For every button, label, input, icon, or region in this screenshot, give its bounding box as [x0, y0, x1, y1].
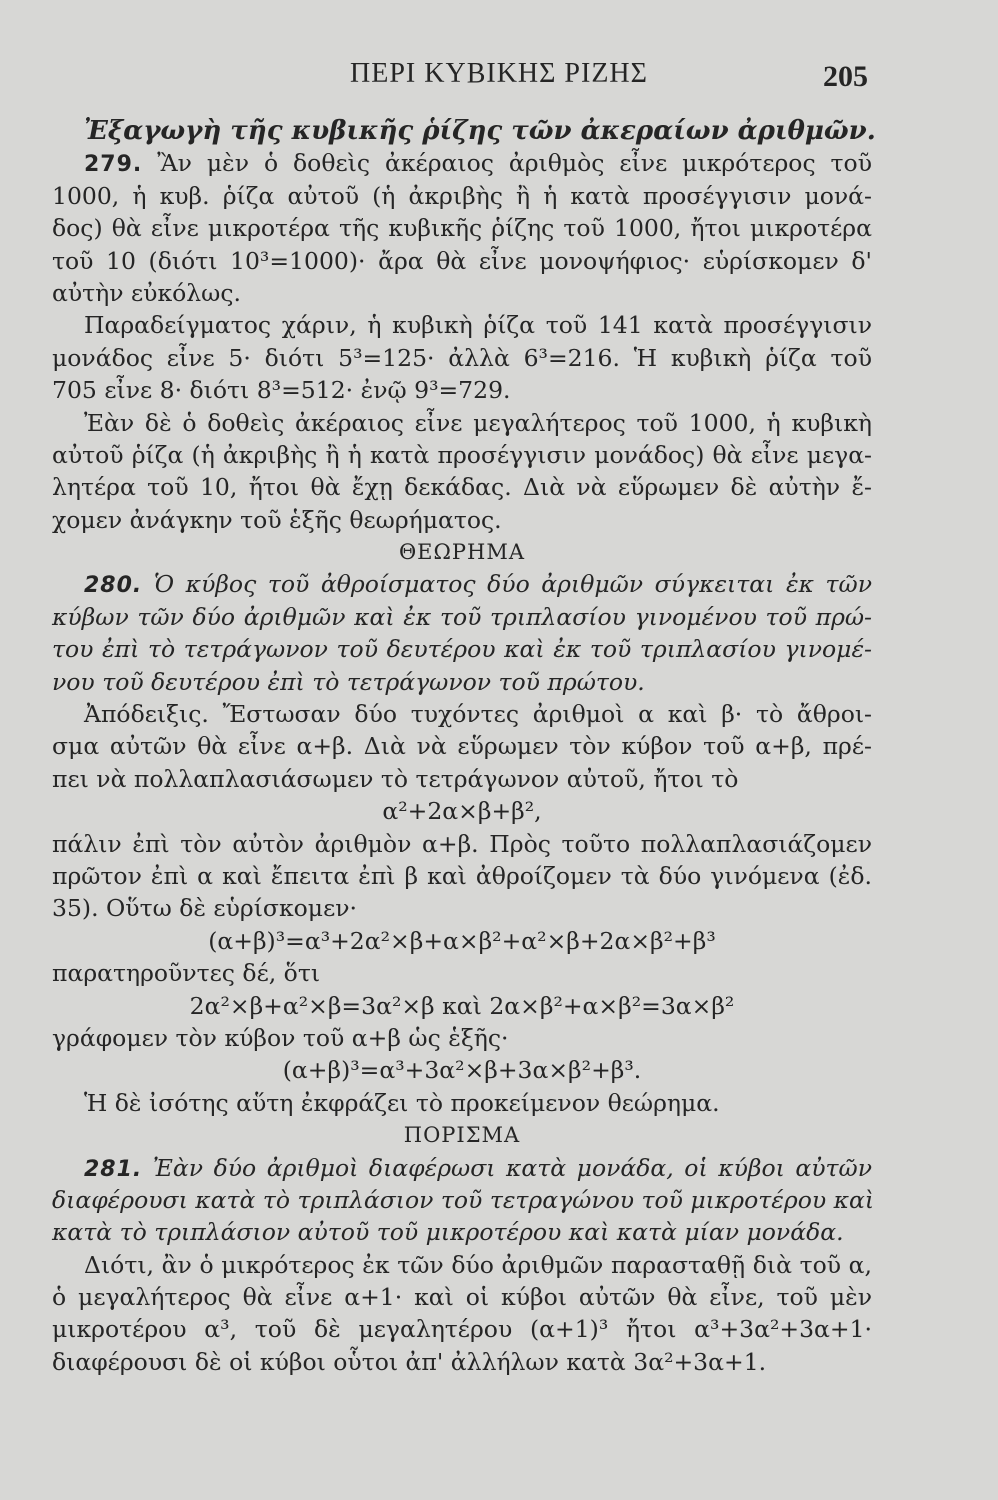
line-text: διαφέρουσι δὲ οἱ κύβοι οὗτοι ἀπ' ἀλλήλων κατὰ 3α²+3α+1.: [52, 1347, 767, 1376]
line-text: γράφομεν τὸν κύβον τοῦ α+β ὡς ἑξῆς·: [52, 1023, 509, 1052]
line-text: (α+β)³=α³+2α²×β+α×β²+α²×β+2α×β²+β³: [208, 926, 716, 955]
line-text: αὐτὴν εὐκόλως.: [52, 278, 241, 307]
text-line: [52, 407, 872, 439]
text-line: [52, 957, 872, 989]
text-line: [52, 180, 872, 212]
line-text: Ἡ δὲ ἰσότης αὕτη ἐκφράζει τὸ προκείμενον θεώρημα.: [84, 1088, 720, 1117]
text-line: [52, 1313, 872, 1345]
line-text: Ἀπόδειξις. Ἔστωσαν δύο τυχόντες ἀριθμοὶ α καὶ β· τὸ ἄθροι-: [84, 700, 872, 729]
text-line: [52, 147, 872, 179]
text-line: [52, 828, 872, 860]
line-text: Ὁ κύβος τοῦ ἀθροίσματος δύο ἀριθμῶν σύγκειται ἐκ τῶν: [142, 570, 872, 599]
line-text: Ἐξαγωγὴ τῆς κυβικῆς ῥίζης τῶν ἀκεραίων ἀριθμῶν.: [84, 116, 876, 146]
paragraph-number: 280.: [84, 573, 143, 599]
equation-line: [52, 925, 872, 957]
text-line: [52, 763, 872, 795]
paragraph-number: 281.: [84, 1156, 143, 1182]
page-header: [0, 58, 998, 98]
text-line: [52, 892, 872, 924]
text-line: [52, 1346, 872, 1378]
line-text: 35). Οὕτω δὲ εὑρίσκομεν·: [52, 894, 357, 923]
line-text: Διότι, ἂν ὁ μικρότερος ἐκ τῶν δύο ἀριθμῶν παρασταθῇ διὰ τοῦ α,: [84, 1250, 872, 1279]
text-line: [52, 1184, 875, 1216]
line-text: πάλιν ἐπὶ τὸν αὐτὸν ἀριθμὸν α+β. Πρὸς τοῦτο πολλαπλασιάζομεν: [52, 829, 872, 858]
text-line: [52, 1152, 872, 1184]
line-text: 2α²×β+α²×β=3α²×β καὶ 2α×β²+α×β²=3α×β²: [189, 991, 735, 1020]
line-text: διαφέρουσι κατὰ τὸ τριπλάσιον τοῦ τετραγώνου τοῦ μικροτέρου καὶ: [52, 1185, 875, 1214]
line-text: χομεν ἀνάγκην τοῦ ἑξῆς θεωρήματος.: [52, 505, 502, 534]
text-line: [52, 374, 872, 406]
line-text: ὁ μεγαλήτερος θὰ εἶνε α+1· καὶ οἱ κύβοι αὐτῶν θὰ εἶνε, τοῦ μὲν: [52, 1283, 872, 1312]
line-text: (α+β)³=α³+3α²×β+3α×β²+β³.: [282, 1056, 642, 1085]
line-text: αὐτοῦ ῥίζα (ἡ ἀκριβὴς ἢ ἡ κατὰ προσέγγισιν μονάδος) θὰ εἶνε μεγα-: [52, 440, 872, 469]
line-text: τοῦ 10 (διότι 10³=1000)· ἄρα θὰ εἶνε μονοψήφιος· εὑρίσκομεν δ': [52, 246, 872, 275]
line-text: 705 εἶνε 8· διότι 8³=512· ἐνῷ 9³=729.: [52, 376, 511, 405]
theorem-title: [52, 1119, 872, 1151]
line-text: δος) θὰ εἶνε μικροτέρα τῆς κυβικῆς ῥίζης τοῦ 1000, ἤτοι μικροτέρα: [52, 214, 872, 243]
text-line: [52, 1022, 872, 1054]
page-body: [52, 115, 876, 1378]
text-line: [52, 342, 872, 374]
text-line: [52, 633, 872, 665]
equation-line: [52, 1054, 872, 1086]
text-line: [52, 309, 872, 341]
text-line: [52, 1249, 872, 1281]
text-line: [52, 698, 872, 730]
line-text: νου τοῦ δευτέρου ἐπὶ τὸ τετράγωνον τοῦ πρώτου.: [52, 667, 645, 696]
text-line: [52, 504, 872, 536]
line-text: α²+2α×β+β²,: [382, 797, 542, 826]
paragraph-number: 279.: [84, 152, 143, 178]
line-text: ΘΕΩΡΗΜΑ: [398, 540, 526, 565]
text-line: [52, 860, 872, 892]
text-line: [52, 568, 872, 600]
line-text: του ἐπὶ τὸ τετράγωνον τοῦ δευτέρου καὶ ἐκ τοῦ τριπλασίου γινομέ-: [52, 635, 872, 664]
text-line: [52, 212, 872, 244]
line-text: 1000, ἡ κυβ. ῥίζα αὐτοῦ (ἡ ἀκριβὴς ἢ ἡ κατὰ προσέγγισιν μονά-: [52, 181, 872, 210]
line-text: σμα αὐτῶν θὰ εἶνε α+β. Διὰ νὰ εὕρωμεν τὸν κύβον τοῦ α+β, πρέ-: [52, 732, 872, 761]
section-heading: [52, 115, 876, 147]
line-text: Παραδείγματος χάριν, ἡ κυβικὴ ῥίζα τοῦ 141 κατὰ προσέγγισιν: [84, 311, 872, 340]
line-text: πει νὰ πολλαπλασιάσωμεν τὸ τετράγωνον αὐτοῦ, ἤτοι τὸ: [52, 764, 739, 793]
line-text: μονάδος εἶνε 5· διότι 5³=125· ἀλλὰ 6³=216. Ἡ κυβικὴ ῥίζα τοῦ: [52, 343, 872, 372]
text-line: [52, 471, 872, 503]
text-line: [52, 439, 872, 471]
text-line: [52, 1281, 872, 1313]
line-text: Ἐὰν δὲ ὁ δοθεὶς ἀκέραιος εἶνε μεγαλήτερος τοῦ 1000, ἡ κυβικὴ: [84, 408, 872, 437]
line-text: κύβων τῶν δύο ἀριθμῶν καὶ ἐκ τοῦ τριπλασίου γινομένου τοῦ πρώ-: [52, 602, 872, 631]
line-text: πρῶτον ἐπὶ α καὶ ἔπειτα ἐπὶ β καὶ ἀθροίζομεν τὰ δύο γινόμενα (ἐδ.: [52, 861, 872, 890]
text-line: [52, 666, 872, 698]
line-text: παρατηροῦντες δέ, ὅτι: [52, 959, 321, 988]
page-number: 205: [823, 60, 868, 93]
equation-line: [52, 990, 872, 1022]
line-text: Ἐὰν δύο ἀριθμοὶ διαφέρωσι κατὰ μονάδα, οἱ κύβοι αὐτῶν: [142, 1153, 872, 1182]
text-line: [52, 601, 872, 633]
text-line: [52, 1216, 872, 1248]
text-line: [52, 277, 872, 309]
text-line: [52, 245, 872, 277]
theorem-title: [52, 536, 872, 568]
text-line: [52, 1087, 872, 1119]
text-line: [52, 730, 872, 762]
equation-line: [52, 795, 872, 827]
line-text: μικροτέρου α³, τοῦ δὲ μεγαλητέρου (α+1)³ ἤτοι α³+3α²+3α+1·: [52, 1315, 872, 1344]
line-text: Ἂν μὲν ὁ δοθεὶς ἀκέραιος ἀριθμὸς εἶνε μικρότερος τοῦ: [142, 149, 872, 178]
line-text: κατὰ τὸ τριπλάσιον αὐτοῦ τοῦ μικροτέρου καὶ κατὰ μίαν μονάδα.: [52, 1218, 844, 1247]
line-text: λητέρα τοῦ 10, ἤτοι θὰ ἔχῃ δεκάδας. Διὰ νὰ εὕρωμεν δὲ αὐτὴν ἔ-: [52, 473, 872, 502]
line-text: ΠΟΡΙΣΜΑ: [403, 1123, 521, 1148]
running-title: ΠΕΡΙ ΚΥΒΙΚΗΣ ΡΙΖΗΣ: [350, 58, 648, 89]
